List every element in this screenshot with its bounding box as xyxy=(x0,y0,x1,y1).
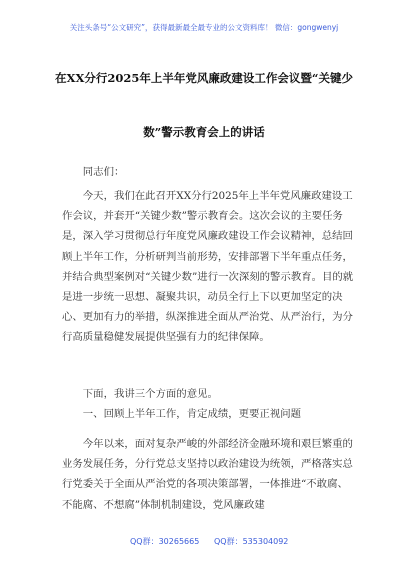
greeting: 同志们： xyxy=(82,166,125,178)
paragraph-review: 今年以来，面对复杂严峻的外部经济金融环境和艰巨繁重的业务发展任务，分行党总支坚持以政治建设为统领，严格落实总行党委关于全面从严治党的各项决策部署，一体推进“不敢腐、不能腐、不想腐”体制机制建设，党风廉政建 xyxy=(62,438,353,511)
paragraph-outline: 下面，我讲三个方面的意见。 xyxy=(82,388,218,400)
footer-qq-group-2: QQ群：535304092 xyxy=(214,537,289,546)
promo-banner: 关注头条号“公文研究”，获得最新最全最专业的公文资料库！ 微信：gongwenyj xyxy=(69,23,339,32)
paragraph-intro: 今天，我们在此召开XX分行2025年上半年党风廉政建设工作会议，并套开“关键少数”警示教育会。这次会议的主要任务是，深入学习贯彻总行年度党风廉政建设工作会议精神，总结回顾上半年工作，分析研判当前形势，安排部署下半年重点任务，并结合典型案例对“关键少数”进行一次深刻的警示教育。目的就是进一步统一思想、凝聚共识，动员全行上下以更加坚定的决心、更加有力的举措，纵深推进全面从严治党、从严治行，为分行高质量稳健发展提供坚强有力的纪律保障。 xyxy=(62,190,354,344)
document-title-line-1: 在XX分行2025年上半年党风廉政建设工作会议暨“关键少 xyxy=(55,71,353,85)
document-title-line-2: 数”警示教育会上的讲话 xyxy=(143,125,265,139)
section-heading-1: 一、回顾上半年工作，肯定成绩，更要正视问题 xyxy=(82,408,301,420)
footer-qq-group-1: QQ群：30265665 xyxy=(130,537,200,546)
